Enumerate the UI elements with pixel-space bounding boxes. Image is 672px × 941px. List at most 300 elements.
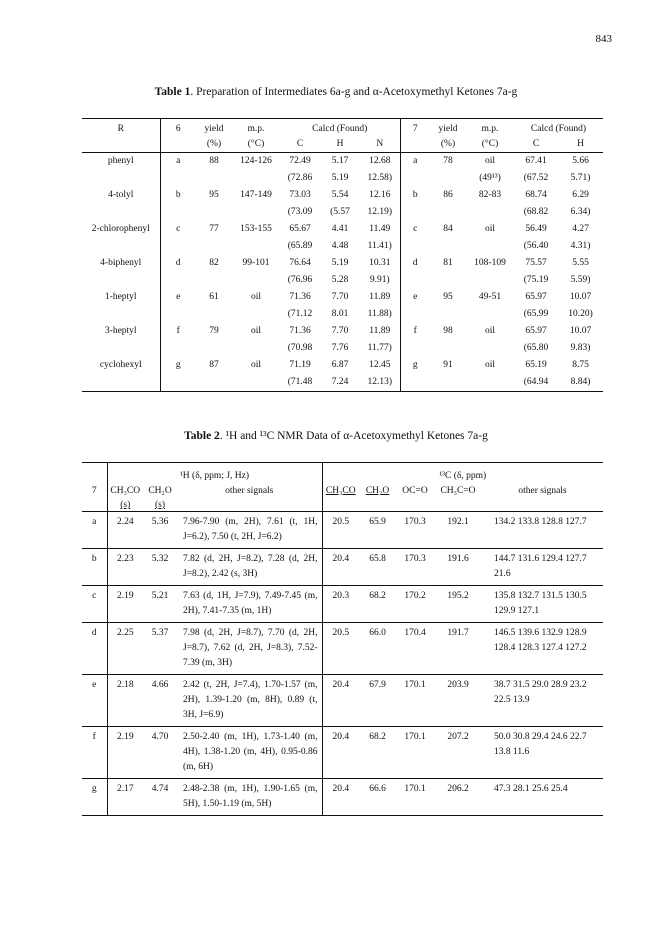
empty-cell [430, 272, 466, 289]
compound-key: c [82, 586, 107, 623]
c-other-signals: 134.2 133.8 128.8 127.7 [482, 512, 603, 549]
mp-6: 124-126 [240, 156, 272, 166]
compound-7-key: d [412, 258, 418, 268]
table-row [82, 727, 603, 779]
compound-6-key: f [176, 326, 180, 336]
c-other-signals: 47.3 28.1 25.6 25.4 [494, 784, 568, 794]
empty-cell [82, 170, 160, 187]
calcd-c-7: 56.49 [525, 224, 547, 234]
mp-6: 147-149 [240, 190, 272, 200]
found-c-7: (75.19 [523, 275, 549, 285]
t1-header-mp2: m.p. [481, 124, 499, 134]
yield-7: 91 [443, 360, 453, 370]
table-row [82, 512, 603, 549]
found-h-7: 9.83) [570, 343, 591, 353]
calcd-n: 12.45 [360, 357, 400, 374]
calcd-h: 5.54 [331, 190, 349, 200]
yield-7: 86 [443, 190, 453, 200]
table-row-found [82, 272, 603, 289]
found-h-7: 10.20) [568, 309, 593, 319]
empty-cell [196, 306, 232, 323]
found-n: 12.13) [360, 374, 400, 392]
table2-caption [0, 430, 672, 442]
empty-cell [196, 170, 232, 187]
empty-cell [400, 374, 430, 392]
mp-6: oil [250, 360, 262, 370]
empty-cell [430, 204, 466, 221]
t1-header-7: 7 [412, 124, 418, 134]
t2-header-c-oco: OC=O [402, 486, 428, 496]
table-row-found [82, 170, 603, 187]
found-n: 11.88) [360, 306, 400, 323]
calcd-h-7: 5.55 [572, 258, 589, 268]
t2-sub-empty [434, 500, 482, 512]
c-ch2o: 67.9 [359, 675, 396, 727]
yield-6: 61 [209, 292, 219, 302]
found-h-7: 5.71) [570, 173, 591, 183]
c-ch3co: 20.3 [322, 586, 359, 623]
empty-cell [160, 238, 196, 255]
table-row [82, 586, 603, 623]
empty-cell [82, 238, 160, 255]
t2-sub-empty [322, 500, 359, 512]
empty-cell [232, 170, 280, 187]
t1-sub-empty [160, 138, 196, 153]
c-ch2o: 65.9 [359, 512, 396, 549]
empty-cell [430, 238, 466, 255]
empty-cell [82, 374, 160, 392]
calcd-n: 12.16 [360, 187, 400, 204]
mp-7: oil [484, 360, 496, 370]
found-mp-7: (49¹³) [479, 173, 501, 183]
h-other-signals: 2.48-2.38 (m, 1H), 1.90-1.65 (m, 5H), 1.50-1.19 (m, 5H) [183, 784, 318, 809]
table-row [82, 187, 603, 204]
empty-cell [430, 306, 466, 323]
compound-6-key: e [176, 292, 181, 302]
mp-7: oil [484, 326, 496, 336]
table1-caption [0, 86, 672, 98]
calcd-c: 71.36 [289, 326, 311, 336]
found-h: (5.57 [330, 207, 350, 217]
h-ch2o: 5.32 [143, 549, 177, 586]
t2-header-7: 7 [82, 484, 107, 500]
found-h: 8.01 [331, 309, 349, 319]
c-ch3co-carbonyl: 192.1 [434, 512, 482, 549]
found-h: 5.28 [331, 275, 349, 285]
empty-cell [82, 204, 160, 221]
h-ch2o: 4.70 [143, 727, 177, 779]
h-ch3co: 2.24 [107, 512, 143, 549]
calcd-n: 11.89 [360, 323, 400, 340]
table-row-found [82, 238, 603, 255]
table2-caption-label: Table 2 [184, 430, 220, 442]
table-row [82, 623, 603, 675]
found-h-7: 8.84) [570, 377, 591, 387]
table2-body [82, 512, 603, 816]
empty-cell [400, 272, 430, 289]
compound-7-key: a [413, 156, 418, 166]
compound-key: a [82, 512, 107, 549]
empty-cell [196, 272, 232, 289]
c-ch3co: 20.5 [322, 512, 359, 549]
calcd-h: 7.70 [331, 292, 349, 302]
h-ch3co: 2.25 [107, 623, 143, 675]
h-other-signals: 7.96-7.90 (m, 2H), 7.61 (t, 1H, J=6.2), 7.50 (t, 2H, J=6.2) [177, 512, 322, 549]
table1-caption-label: Table 1 [154, 86, 191, 98]
table-row [82, 289, 603, 306]
calcd-n: 12.68 [360, 153, 400, 171]
c-ch3co-carbonyl: 206.2 [447, 784, 469, 794]
mp-7: oil [484, 224, 496, 234]
empty-cell [82, 272, 160, 289]
c-other-signals: 146.5 139.6 132.9 128.9 128.4 128.3 127.4 127.2 [482, 623, 603, 675]
compound-key: e [82, 675, 107, 727]
calcd-c-7: 75.57 [525, 258, 547, 268]
c-other-signals: 50.0 30.8 29.4 24.6 22.7 13.8 11.6 [482, 727, 603, 779]
found-c-7: (65.99 [523, 309, 549, 319]
found-c: (71.48 [287, 377, 313, 387]
calcd-h: 4.41 [331, 224, 349, 234]
compound-7-key: b [412, 190, 418, 200]
compound-6-key: b [175, 190, 181, 200]
compound-6-key: g [175, 360, 181, 370]
empty-cell [196, 238, 232, 255]
mp-7: oil [484, 156, 496, 166]
r-name: cyclohexyl [82, 357, 160, 374]
empty-cell [400, 238, 430, 255]
yield-6: 88 [209, 156, 219, 166]
yield-7: 98 [443, 326, 453, 336]
c-ch2o: 68.2 [359, 586, 396, 623]
compound-6-key: d [175, 258, 181, 268]
table-row-found [82, 204, 603, 221]
empty-cell [160, 272, 196, 289]
found-mp-7 [466, 272, 514, 289]
found-h-7: 4.31) [570, 241, 591, 251]
compound-key: b [82, 549, 107, 586]
compound-7-key: g [412, 360, 418, 370]
h-other-signals: 7.63 (d, 1H, J=7.9), 7.49-7.45 (m, 2H), 7.41-7.35 (m, 1H) [177, 586, 322, 623]
found-n: 11.77) [360, 340, 400, 357]
t1-header-6: 6 [175, 124, 181, 134]
empty-cell [196, 340, 232, 357]
found-h-7: 6.34) [570, 207, 591, 217]
h-other-signals: 2.42 (t, 2H, J=7.4), 1.70-1.57 (m, 2H), 1.39-1.20 (m, 8H), 0.89 (t, 3H, J=6.9) [177, 675, 322, 727]
found-mp-7 [466, 340, 514, 357]
c-oco: 170.3 [396, 512, 434, 549]
t1-sub-degc2: (°C) [466, 138, 514, 153]
calcd-h: 5.17 [331, 156, 349, 166]
yield-6: 77 [209, 224, 219, 234]
t1-sub-empty [82, 138, 160, 153]
t1-sub-pct: (%) [196, 138, 232, 153]
compound-key: f [82, 727, 107, 779]
t1-sub-pct2: (%) [430, 138, 466, 153]
t1-sub-h: H [320, 138, 360, 153]
t1-header-yield: yield [204, 124, 224, 134]
mp-6: oil [250, 292, 262, 302]
calcd-h: 7.70 [331, 326, 349, 336]
yield-7: 78 [443, 156, 453, 166]
t2-sub-s2: (s) [143, 500, 177, 512]
empty-cell [430, 374, 466, 392]
c-ch2o: 66.6 [369, 784, 386, 794]
c-ch3co: 20.4 [322, 549, 359, 586]
h-ch3co: 2.23 [107, 549, 143, 586]
t2-header-other: other signals [225, 486, 274, 496]
h-other-signals: 7.98 (d, 2H, J=8.7), 7.70 (d, 2H, J=8.7), 7.62 (d, 2H, J=8.3), 7.52-7.39 (m, 3H) [177, 623, 322, 675]
t2-sub-empty [482, 500, 603, 512]
found-h: 7.24 [331, 377, 349, 387]
r-name: 2-chlorophenyl [82, 221, 160, 238]
empty-cell [160, 306, 196, 323]
calcd-c-7: 65.97 [525, 292, 547, 302]
empty-cell [430, 170, 466, 187]
t2-sub-empty [359, 500, 396, 512]
empty-cell [196, 204, 232, 221]
empty-cell [400, 170, 430, 187]
found-c-7: (67.52 [523, 173, 549, 183]
t2-header-c-other: other signals [518, 486, 567, 496]
t2-header-1h: ¹H (δ, ppm; J, Hz) [179, 471, 250, 481]
c-oco: 170.1 [396, 727, 434, 779]
empty-cell [430, 340, 466, 357]
calcd-c: 71.36 [289, 292, 311, 302]
found-h: 5.19 [331, 173, 349, 183]
t1-sub-empty [400, 138, 430, 153]
empty-cell [400, 306, 430, 323]
c-other-signals: 38.7 31.5 29.0 28.9 23.2 22.5 13.9 [482, 675, 603, 727]
empty-cell [160, 170, 196, 187]
c-oco: 170.2 [396, 586, 434, 623]
mp-7: 108-109 [474, 258, 506, 268]
found-h-7: 5.59) [570, 275, 591, 285]
t1-sub-degc: (°C) [232, 138, 280, 153]
empty-cell [232, 340, 280, 357]
c-ch2o: 65.8 [359, 549, 396, 586]
t1-header-calcd2: Calcd (Found) [530, 124, 587, 134]
calcd-c: 76.64 [289, 258, 311, 268]
table2 [82, 462, 603, 816]
found-c-7: (56.40 [523, 241, 549, 251]
r-name: 1-heptyl [82, 289, 160, 306]
c-other-signals: 135.8 132.7 131.5 130.5 129.9 127.1 [482, 586, 603, 623]
found-c: (72.86 [287, 173, 313, 183]
c-oco: 170.3 [396, 549, 434, 586]
calcd-c: 72.49 [289, 156, 311, 166]
found-n: 9.91) [360, 272, 400, 289]
found-mp-7 [466, 374, 514, 392]
table-row [82, 357, 603, 374]
found-c: (70.98 [287, 343, 313, 353]
mp-6: oil [250, 326, 262, 336]
t2-header-ch3co: CH₃CO [110, 486, 141, 496]
empty-cell [232, 374, 280, 392]
found-n: 11.41) [360, 238, 400, 255]
found-mp-7 [466, 204, 514, 221]
c-ch3co: 20.5 [322, 623, 359, 675]
t2-sub-empty [82, 500, 107, 512]
c-ch3co-carbonyl: 191.6 [434, 549, 482, 586]
h-ch3co: 2.19 [107, 727, 143, 779]
t2-header-c-ch2o: CH₂O [365, 486, 390, 496]
table-row [82, 549, 603, 586]
r-name: phenyl [82, 153, 160, 171]
compound-7-key: c [413, 224, 418, 234]
empty-cell [232, 238, 280, 255]
found-c: (73.09 [287, 207, 313, 217]
found-c: (71.12 [287, 309, 313, 319]
c-ch3co-carbonyl: 195.2 [434, 586, 482, 623]
h-ch2o: 5.37 [143, 623, 177, 675]
found-mp-7 [466, 306, 514, 323]
table-row-found [82, 340, 603, 357]
page-number: 843 [595, 33, 612, 45]
table2-caption-text: . ¹H and ¹³C NMR Data of α-Acetoxymethyl Ketones 7a-g [219, 430, 488, 442]
found-c-7: (64.94 [523, 377, 549, 387]
h-ch2o: 4.74 [151, 784, 169, 794]
c-ch2o: 68.2 [359, 727, 396, 779]
calcd-c: 73.03 [289, 190, 311, 200]
t2-header-c-ch3co: CH₃CO [322, 484, 359, 500]
found-c: (76.96 [287, 275, 313, 285]
found-c-7: (65.80 [523, 343, 549, 353]
calcd-c-7: 65.19 [525, 360, 547, 370]
h-other-signals: 2.50-2.40 (m, 1H), 1.73-1.40 (m, 4H), 1.38-1.20 (m, 4H), 0.95-0.86 (m, 6H) [177, 727, 322, 779]
h-ch2o: 5.21 [143, 586, 177, 623]
c-ch2o: 66.0 [359, 623, 396, 675]
table-row [82, 779, 603, 816]
h-ch3co: 2.19 [107, 586, 143, 623]
t1-sub-c2: C [514, 138, 558, 153]
found-c-7: (68.82 [523, 207, 549, 217]
found-c: (65.89 [287, 241, 313, 251]
h-ch2o: 4.66 [143, 675, 177, 727]
empty-cell [160, 340, 196, 357]
calcd-h-7: 4.27 [572, 224, 589, 234]
empty-cell [232, 272, 280, 289]
t1-header-mp: m.p. [247, 124, 265, 134]
h-ch2o: 5.36 [143, 512, 177, 549]
t1-sub-h2: H [558, 138, 603, 153]
c-ch3co: 20.4 [322, 779, 359, 816]
calcd-h-7: 8.75 [572, 360, 589, 370]
compound-7-key: e [413, 292, 418, 302]
r-name: 4-tolyl [82, 187, 160, 204]
t2-header-empty [82, 463, 107, 485]
t1-header-calcd: Calcd (Found) [280, 119, 400, 139]
empty-cell [232, 204, 280, 221]
h-ch3co: 2.18 [107, 675, 143, 727]
c-ch3co-carbonyl: 203.9 [434, 675, 482, 727]
calcd-h-7: 5.66 [572, 156, 589, 166]
c-oco: 170.4 [396, 623, 434, 675]
compound-6-key: a [176, 156, 181, 166]
calcd-h-7: 10.07 [569, 292, 592, 302]
table-row [82, 323, 603, 340]
calcd-h: 6.87 [331, 360, 349, 370]
empty-cell [400, 204, 430, 221]
c-oco: 170.1 [404, 784, 426, 794]
table-row [82, 153, 603, 171]
table1 [82, 118, 603, 392]
yield-6: 82 [209, 258, 219, 268]
table-row [82, 255, 603, 272]
calcd-c-7: 65.97 [525, 326, 547, 336]
t2-header-ch2o: CH₂O [148, 486, 172, 496]
mp-6: 153-155 [240, 224, 272, 234]
t2-sub-s1: (s) [107, 500, 143, 512]
c-ch3co: 20.4 [322, 675, 359, 727]
h-other-signals: 7.82 (d, 2H, J=8.2), 7.28 (d, 2H, J=8.2), 2.42 (s, 3H) [177, 549, 322, 586]
mp-6: 99-101 [242, 258, 270, 268]
c-ch3co-carbonyl: 207.2 [434, 727, 482, 779]
mp-7: 49-51 [478, 292, 502, 302]
found-mp-7 [466, 238, 514, 255]
calcd-h-7: 10.07 [569, 326, 592, 336]
found-h: 7.76 [331, 343, 349, 353]
yield-7: 84 [443, 224, 453, 234]
calcd-h-7: 6.29 [572, 190, 589, 200]
t1-header-yield2: yield [438, 124, 458, 134]
yield-6: 79 [209, 326, 219, 336]
yield-6: 95 [209, 190, 219, 200]
table-row [82, 221, 603, 238]
empty-cell [196, 374, 232, 392]
empty-cell [82, 306, 160, 323]
table-row-found [82, 306, 603, 323]
c-ch3co: 20.4 [322, 727, 359, 779]
empty-cell [160, 374, 196, 392]
calcd-c-7: 68.74 [525, 190, 547, 200]
found-n: 12.58) [360, 170, 400, 187]
empty-cell [400, 340, 430, 357]
c-other-signals: 144.7 131.6 129.4 127.7 21.6 [482, 549, 603, 586]
t2-header-c-ch3co2: CH₃C=O [440, 486, 476, 496]
table-row-found [82, 374, 603, 392]
t1-header-r: R [82, 119, 160, 139]
table-row [82, 675, 603, 727]
t2-sub-empty [396, 500, 434, 512]
found-h: 4.48 [331, 241, 349, 251]
c-oco: 170.1 [396, 675, 434, 727]
t2-sub-empty [177, 500, 322, 512]
calcd-c: 71.19 [289, 360, 311, 370]
c-ch3co-carbonyl: 191.7 [434, 623, 482, 675]
calcd-n: 11.49 [360, 221, 400, 238]
calcd-n: 11.89 [360, 289, 400, 306]
compound-key: d [82, 623, 107, 675]
yield-6: 87 [209, 360, 219, 370]
found-n: 12.19) [360, 204, 400, 221]
empty-cell [82, 340, 160, 357]
empty-cell [232, 306, 280, 323]
yield-7: 81 [443, 258, 453, 268]
r-name: 3-heptyl [82, 323, 160, 340]
t1-sub-c: C [280, 138, 320, 153]
calcd-c-7: 67.41 [525, 156, 547, 166]
yield-7: 95 [443, 292, 453, 302]
empty-cell [160, 204, 196, 221]
t1-sub-n: N [360, 138, 400, 153]
r-name: 4-biphenyl [82, 255, 160, 272]
calcd-c: 65.67 [289, 224, 311, 234]
mp-7: 82-83 [478, 190, 502, 200]
table1-caption-text: . Preparation of Intermediates 6a-g and α-Acetoxymethyl Ketones 7a-g [190, 86, 518, 98]
compound-7-key: f [413, 326, 417, 336]
compound-6-key: c [176, 224, 181, 234]
table1-body [82, 153, 603, 392]
